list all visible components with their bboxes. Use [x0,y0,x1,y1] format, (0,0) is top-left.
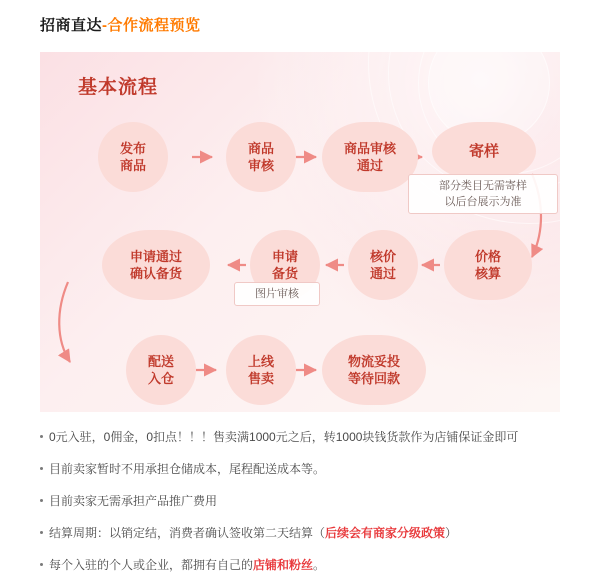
list-item-text: 每个入驻的个人或企业，都拥有自己的 [49,558,254,572]
list-item-text: 结算周期：以销定结，消费者确认签收第二天结算（ [49,526,326,540]
flow-node-apply-stocking[interactable]: 申请 备货 [250,230,320,300]
bullet-dot-icon [40,499,43,502]
bullet-dot-icon [40,531,43,534]
flow-node-online-selling[interactable]: 上线 售卖 [226,335,296,405]
flow-note-image-review: 图片审核 [234,282,320,306]
bullet-dot-icon [40,563,43,566]
flow-node-product-review[interactable]: 商品 审核 [226,122,296,192]
flow-panel-title: 基本流程 [78,77,159,98]
list-item-text: 目前卖家暂时不用承担仓储成本，尾程配送成本等。 [49,462,326,476]
list-item-text: 0元入驻，0佣金，0扣点！！！售卖满1000元之后，转1000块钱货款作为店铺保证金即可 [49,430,519,444]
list-item [40,460,580,478]
flow-node-logistics-delivered-awaiting-payment[interactable]: 物流妥投 等待回款 [322,335,426,405]
flow-node-send-sample[interactable]: 寄样 [432,122,536,180]
page-title-main: 招商直达 [40,17,103,34]
list-item-text: ） [445,526,458,540]
flow-node-deliver-to-warehouse[interactable]: 配送 入仓 [126,335,196,405]
list-item-text: 目前卖家无需承担产品推广费用 [49,494,218,508]
list-item-emphasis: 后续会有商家分级政策 [325,526,446,540]
list-item [40,428,580,446]
flow-node-apply-approved-confirm-stocking[interactable]: 申请通过 确认备货 [102,230,210,300]
flow-note-sample-exemption: 部分类目无需寄样 以后台展示为准 [408,174,558,214]
bullet-dot-icon [40,467,43,470]
list-item-emphasis: 店铺和粉丝 [253,558,314,572]
flow-node-price-approved[interactable]: 核价 通过 [348,230,418,300]
flow-node-product-review-passed[interactable]: 商品审核 通过 [322,122,418,192]
list-item [40,524,580,542]
page-title-sub: -合作流程预览 [102,17,201,34]
flow-diagram-panel [40,52,560,412]
list-item [40,492,580,510]
list-item-text: 。 [313,558,326,572]
list-item [40,556,580,574]
policy-bullet-list [40,428,580,588]
page-title [40,14,201,35]
flow-node-price-calculation[interactable]: 价格 核算 [444,230,532,300]
flow-node-publish-product[interactable]: 发布 商品 [98,122,168,192]
bullet-dot-icon [40,435,43,438]
